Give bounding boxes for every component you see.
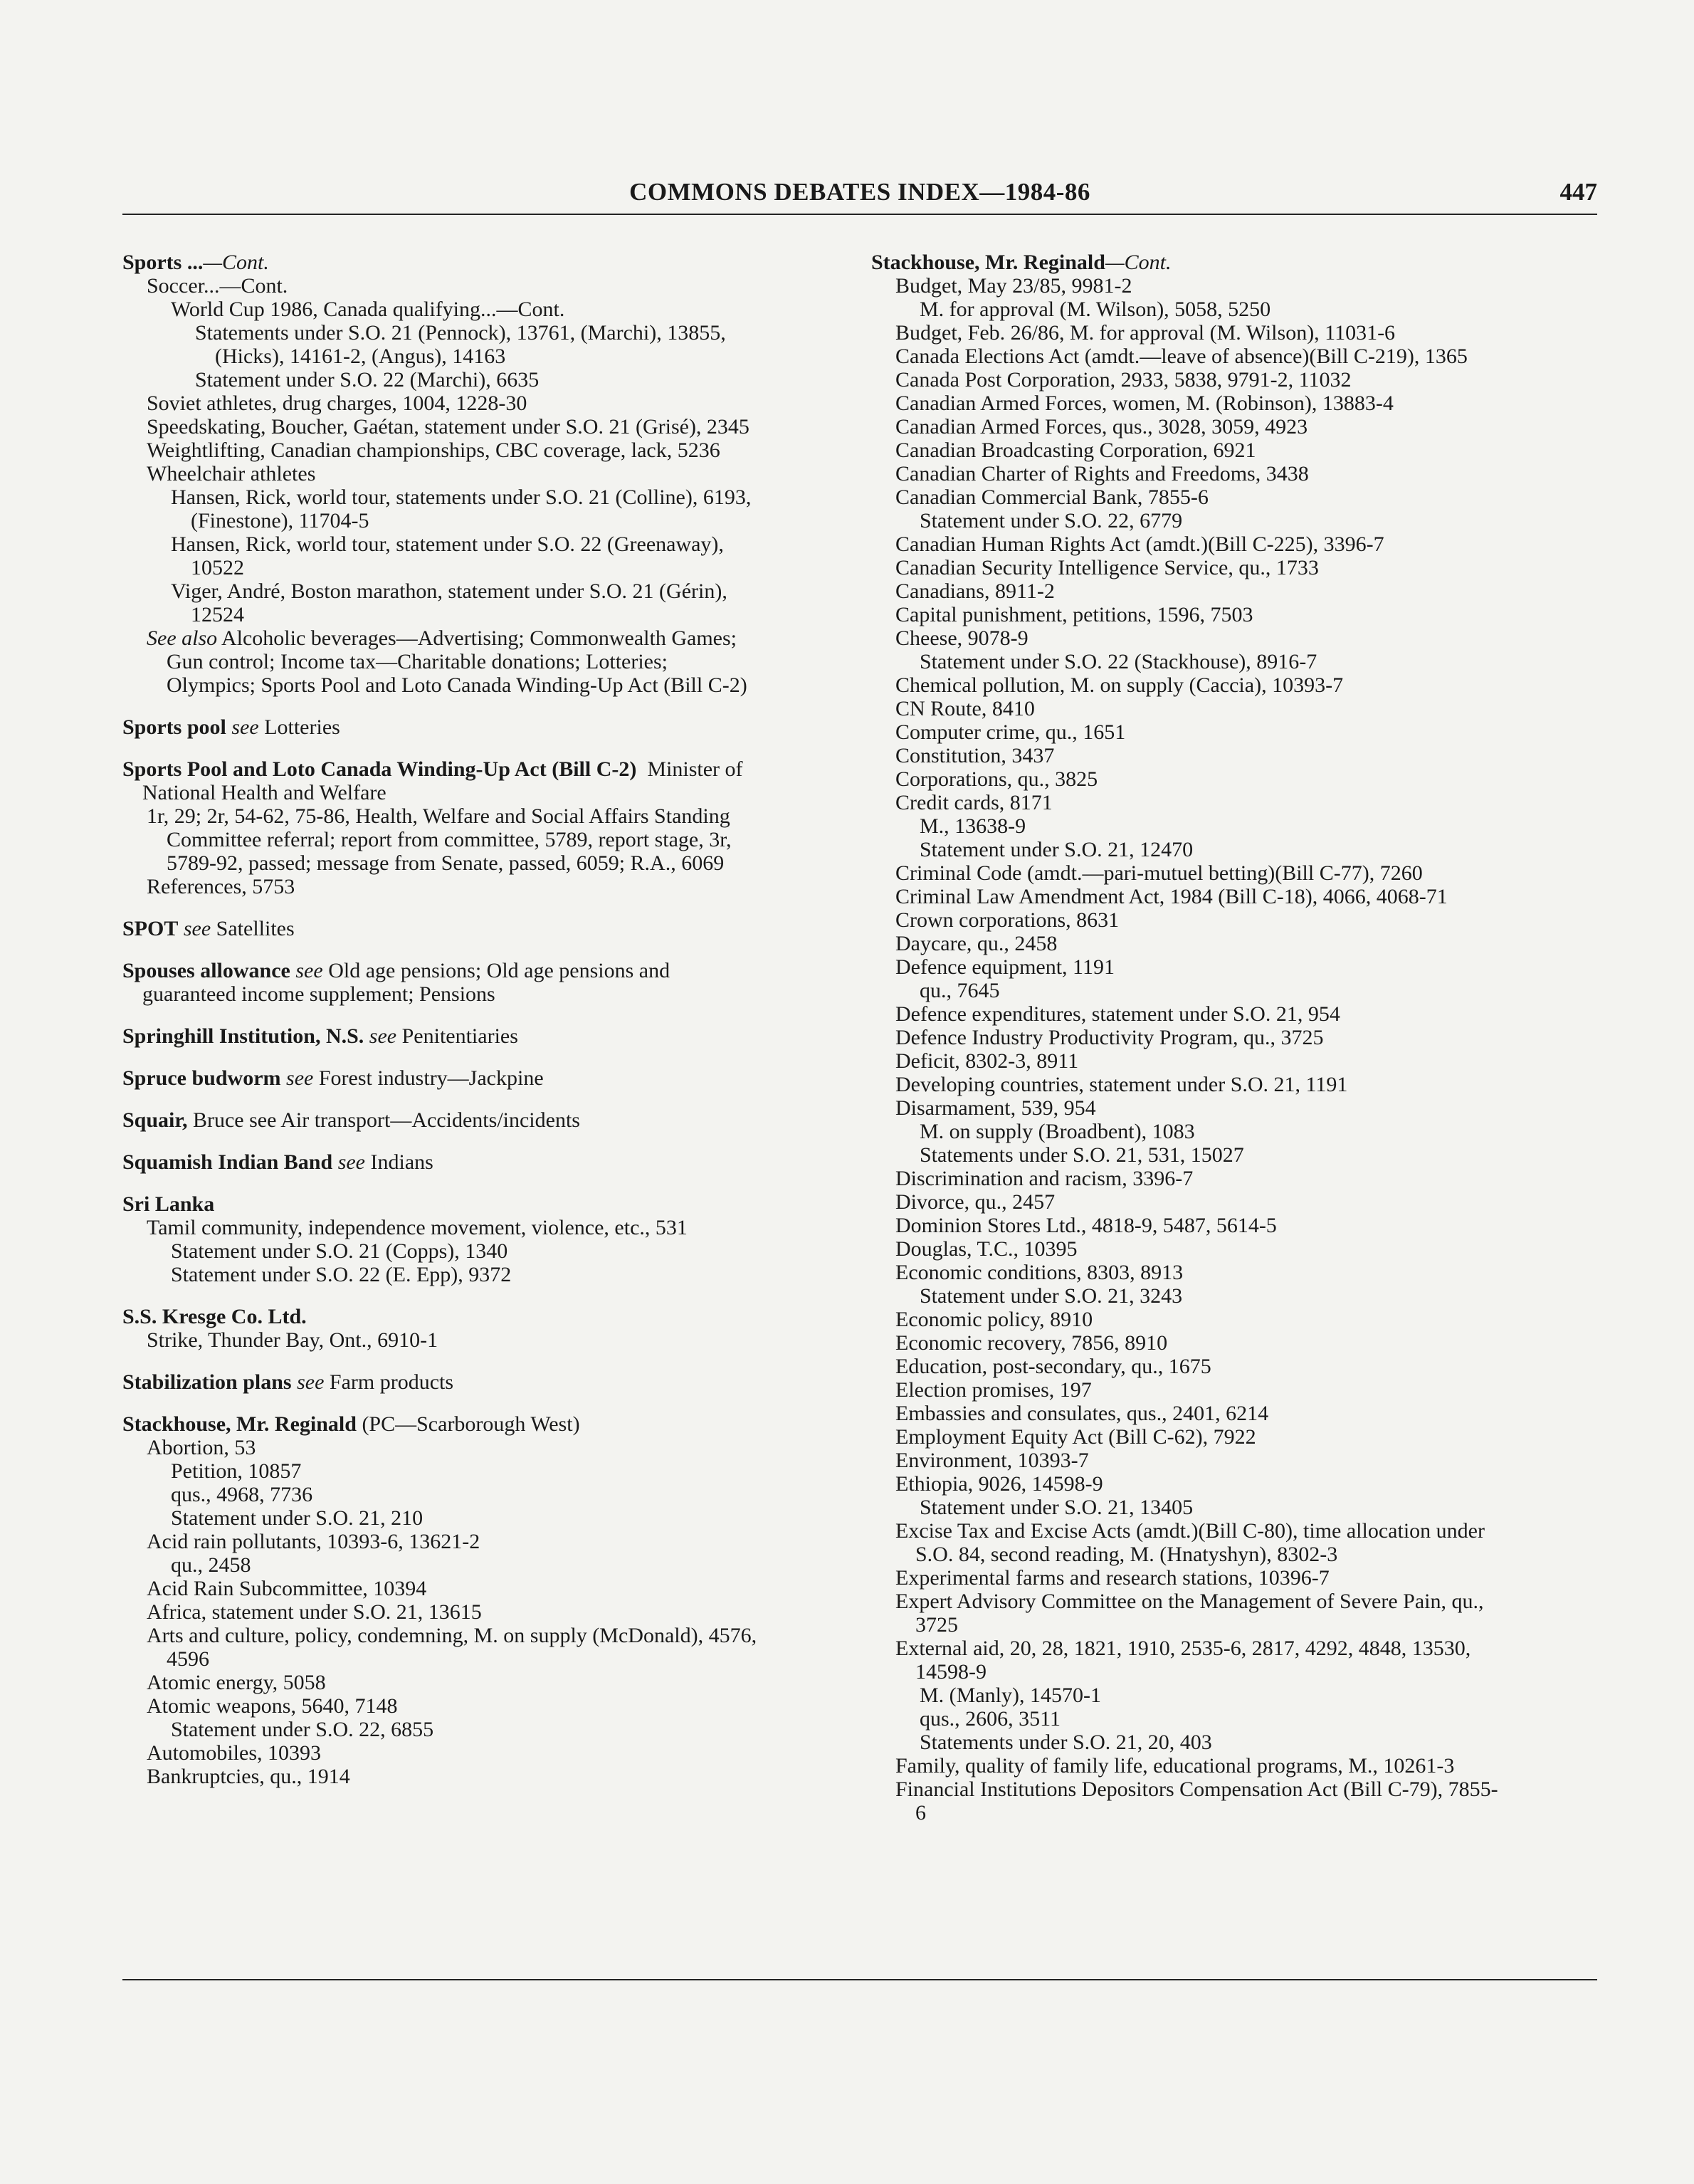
index-entry — [122, 1305, 759, 1328]
entry-text: Hansen, Rick, world tour, statement under S.O. 22 (Greenaway), 10522 — [171, 532, 724, 579]
index-entry — [122, 485, 759, 532]
entry-text: Experimental farms and research stations, 10396-7 — [895, 1566, 1330, 1590]
entry-text: CN Route, 8410 — [895, 697, 1035, 720]
entry-text: qus., 4968, 7736 — [171, 1483, 313, 1506]
entry-text: Penitentiaries — [396, 1024, 518, 1048]
entry-italic: see — [280, 1066, 314, 1090]
index-entry — [871, 626, 1508, 650]
index-entry — [871, 885, 1508, 908]
index-entry — [871, 1519, 1508, 1566]
index-entry — [871, 838, 1508, 861]
index-entry — [871, 1190, 1508, 1214]
entry-text: Expert Advisory Committee on the Management of Severe Pain, qu., 3725 — [895, 1590, 1484, 1637]
page-number: 447 — [1559, 178, 1597, 206]
index-entry — [122, 757, 759, 804]
entry-text: Statements under S.O. 21, 531, 15027 — [920, 1143, 1244, 1167]
index-entry — [122, 439, 759, 462]
index-entry — [122, 1671, 759, 1694]
index-entry — [871, 1731, 1508, 1754]
entry-text: Statement under S.O. 22 (E. Epp), 9372 — [171, 1263, 512, 1286]
entry-text: Statement under S.O. 21, 12470 — [920, 838, 1194, 861]
index-entry — [122, 1459, 759, 1483]
index-entry — [871, 603, 1508, 626]
entry-heading: Springhill Institution, N.S. — [122, 1024, 364, 1048]
entry-text: Excise Tax and Excise Acts (amdt.)(Bill C-80), time allocation under S.O. 84, second reading, M. (Hnatyshyn), 8302-3 — [895, 1519, 1485, 1566]
entry-text: Defence Industry Productivity Program, qu., 3725 — [895, 1026, 1324, 1049]
entry-text: Capital punishment, petitions, 1596, 7503 — [895, 603, 1253, 626]
index-entry — [871, 767, 1508, 791]
entry-text: Lotteries — [258, 715, 340, 739]
entry-text: Speedskating, Boucher, Gaétan, statement under S.O. 21 (Grisé), 2345 — [147, 415, 749, 439]
index-entry — [871, 579, 1508, 603]
entry-text: qu., 7645 — [920, 979, 1000, 1002]
entry-text: Canadian Security Intelligence Service, qu., 1733 — [895, 556, 1319, 579]
entry-text: Canadian Charter of Rights and Freedoms, 3438 — [895, 462, 1309, 485]
entry-text: Douglas, T.C., 10395 — [895, 1237, 1078, 1261]
index-entry — [122, 251, 759, 274]
entry-italic: see — [290, 959, 323, 982]
entry-text: Developing countries, statement under S.O. 21, 1191 — [895, 1073, 1348, 1096]
entry-text: Wheelchair athletes — [147, 462, 316, 485]
entry-text: Acid rain pollutants, 10393-6, 13621-2 — [147, 1530, 480, 1553]
index-entry — [122, 1263, 759, 1286]
entry-text: Chemical pollution, M. on supply (Caccia), 10393-7 — [895, 673, 1344, 697]
index-entry — [871, 932, 1508, 955]
index-entry — [122, 392, 759, 415]
entry-heading: Squamish Indian Band — [122, 1150, 333, 1174]
entry-text: 1r, 29; 2r, 54-62, 75-86, Health, Welfare and Social Affairs Standing Committee referral; report from committee, 5789, report stage, 3r, 5789-92, passed; message from Senate, passed, 6059; R.A., 6069 — [147, 804, 732, 875]
entry-text: Bankruptcies, qu., 1914 — [147, 1765, 350, 1788]
index-entry — [122, 1600, 759, 1624]
index-entry — [871, 556, 1508, 579]
index-entry — [122, 1328, 759, 1352]
index-entry — [871, 532, 1508, 556]
entry-italic: see — [364, 1024, 397, 1048]
entry-heading: Spouses allowance — [122, 959, 290, 982]
index-entry — [871, 1590, 1508, 1637]
entry-text: Africa, statement under S.O. 21, 13615 — [147, 1600, 482, 1624]
entry-text: Old age pensions; Old age pensions and guaranteed income supplement; Pensions — [142, 959, 670, 1006]
entry-heading: SPOT — [122, 917, 179, 940]
index-entry — [122, 532, 759, 579]
index-entry — [871, 1096, 1508, 1120]
entry-text: M., 13638-9 — [920, 814, 1026, 838]
entry-text: Ethiopia, 9026, 14598-9 — [895, 1472, 1103, 1496]
entry-text: Viger, André, Boston marathon, statement under S.O. 21 (Gérin), 12524 — [171, 579, 727, 626]
entry-text: Criminal Code (amdt.—pari-mutuel betting)(Bill C-77), 7260 — [895, 861, 1423, 885]
index-entry — [871, 1308, 1508, 1331]
index-entry — [871, 1214, 1508, 1237]
index-entry — [122, 1024, 759, 1048]
index-entry — [871, 462, 1508, 485]
index-entry — [871, 1073, 1508, 1096]
entry-text: Disarmament, 539, 954 — [895, 1096, 1096, 1120]
index-entry — [871, 744, 1508, 767]
index-entry — [871, 439, 1508, 462]
entry-text: Election promises, 197 — [895, 1378, 1092, 1402]
index-entry — [122, 804, 759, 875]
entry-text: Arts and culture, policy, condemning, M. on supply (McDonald), 4576, 4596 — [147, 1624, 757, 1671]
page-title: COMMONS DEBATES INDEX—1984-86 — [629, 178, 1090, 206]
entry-text: Deficit, 8302-3, 8911 — [895, 1049, 1079, 1073]
entry-heading: Sports pool — [122, 715, 226, 739]
entry-text: Cheese, 9078-9 — [895, 626, 1028, 650]
index-entry — [871, 1331, 1508, 1355]
index-entry — [122, 1741, 759, 1765]
entry-text: Budget, Feb. 26/86, M. for approval (M. Wilson), 11031-6 — [895, 321, 1396, 345]
entry-text: M. for approval (M. Wilson), 5058, 5250 — [920, 298, 1271, 321]
entry-text: Economic policy, 8910 — [895, 1308, 1093, 1331]
entry-text: Canadian Armed Forces, women, M. (Robinson), 13883-4 — [895, 392, 1394, 415]
index-entry — [122, 1506, 759, 1530]
entry-text: Canada Post Corporation, 2933, 5838, 9791-2, 11032 — [895, 368, 1352, 392]
entry-heading: Sports ... — [122, 251, 204, 274]
index-entry — [871, 1143, 1508, 1167]
entry-heading: Stabilization plans — [122, 1370, 292, 1394]
index-entry — [871, 345, 1508, 368]
index-entry — [871, 1425, 1508, 1449]
entry-text: Discrimination and racism, 3396-7 — [895, 1167, 1194, 1190]
entry-text: M. on supply (Broadbent), 1083 — [920, 1120, 1195, 1143]
entry-heading: Squair, — [122, 1108, 188, 1132]
index-entry — [871, 1707, 1508, 1731]
entry-text: Statements under S.O. 21 (Pennock), 13761, (Marchi), 13855, (Hicks), 14161-2, (Angus), 14163 — [195, 321, 726, 368]
entry-text: Indians — [365, 1150, 433, 1174]
index-entry — [871, 1778, 1508, 1825]
entry-italic: see — [291, 1370, 325, 1394]
index-entry — [122, 1108, 759, 1132]
index-entry — [871, 1120, 1508, 1143]
index-entry — [871, 485, 1508, 509]
index-entry — [871, 1026, 1508, 1049]
index-entry — [122, 1553, 759, 1577]
entry-text: Statement under S.O. 22 (Stackhouse), 8916-7 — [920, 650, 1317, 673]
entry-text: Credit cards, 8171 — [895, 791, 1053, 814]
index-entry — [871, 955, 1508, 979]
index-entry — [122, 321, 759, 368]
index-entry — [871, 251, 1508, 274]
entry-text: Dominion Stores Ltd., 4818-9, 5487, 5614-5 — [895, 1214, 1277, 1237]
left-column — [122, 251, 759, 1788]
index-entry — [122, 1694, 759, 1718]
index-entry — [871, 861, 1508, 885]
entry-heading: Stackhouse, Mr. Reginald — [871, 251, 1105, 274]
index-entry — [871, 1284, 1508, 1308]
entry-text: Weightlifting, Canadian championships, CBC coverage, lack, 5236 — [147, 439, 720, 462]
entry-text: Canadian Broadcasting Corporation, 6921 — [895, 439, 1256, 462]
index-entry — [122, 368, 759, 392]
entry-text: Hansen, Rick, world tour, statements under S.O. 21 (Colline), 6193, (Finestone), 11704-5 — [171, 485, 752, 532]
index-entry — [871, 1754, 1508, 1778]
entry-text: Atomic weapons, 5640, 7148 — [147, 1694, 398, 1718]
entry-text: References, 5753 — [147, 875, 295, 898]
entry-heading: Sports Pool and Loto Canada Winding-Up Act (Bill C-2) — [122, 757, 637, 781]
entry-text: Forest industry—Jackpine — [313, 1066, 544, 1090]
index-entry — [122, 1216, 759, 1239]
entry-text: Canadian Commercial Bank, 7855-6 — [895, 485, 1209, 509]
index-entry — [871, 673, 1508, 697]
entry-text: qu., 2458 — [171, 1553, 251, 1577]
entry-text: Acid Rain Subcommittee, 10394 — [147, 1577, 427, 1600]
entry-text: Defence expenditures, statement under S.O. 21, 954 — [895, 1002, 1340, 1026]
entry-italic: —Cont. — [203, 251, 269, 274]
entry-text: Automobiles, 10393 — [147, 1741, 321, 1765]
entry-italic: See also — [147, 626, 218, 650]
entry-text: Divorce, qu., 2457 — [895, 1190, 1056, 1214]
index-entry — [122, 1150, 759, 1174]
index-entry — [122, 1483, 759, 1506]
index-entry — [871, 321, 1508, 345]
entry-text: Embassies and consulates, qus., 2401, 6214 — [895, 1402, 1269, 1425]
entry-text: Economic recovery, 7856, 8910 — [895, 1331, 1168, 1355]
entry-heading: Stackhouse, Mr. Reginald — [122, 1412, 357, 1436]
entry-text: Alcoholic beverages—Advertising; Commonwealth Games; Gun control; Income tax—Charitable donations; Lotteries; Olympics; Sports Pool and Loto Canada Winding-Up Act (Bill C-2) — [167, 626, 747, 697]
index-entry — [871, 1566, 1508, 1590]
index-entry — [871, 1637, 1508, 1684]
header-rule — [122, 214, 1597, 215]
entry-heading: Sri Lanka — [122, 1192, 215, 1216]
index-entry — [122, 579, 759, 626]
entry-text: Crown corporations, 8631 — [895, 908, 1120, 932]
page-header — [122, 178, 1597, 215]
entry-text: Daycare, qu., 2458 — [895, 932, 1058, 955]
index-entry — [122, 875, 759, 898]
index-entry — [871, 1378, 1508, 1402]
index-entry — [122, 626, 759, 697]
entry-text: Tamil community, independence movement, violence, etc., 531 — [147, 1216, 688, 1239]
entry-text: Environment, 10393-7 — [895, 1449, 1089, 1472]
index-entry — [122, 1624, 759, 1671]
index-entry — [122, 462, 759, 485]
entry-text: Minister of National Health and Welfare — [142, 757, 743, 804]
index-entry — [122, 1436, 759, 1459]
entry-text: Economic conditions, 8303, 8913 — [895, 1261, 1184, 1284]
index-entry — [122, 274, 759, 298]
entry-italic: see — [226, 715, 259, 739]
index-entry — [122, 1530, 759, 1553]
index-entry — [871, 720, 1508, 744]
entry-text: Statement under S.O. 21 (Copps), 1340 — [171, 1239, 508, 1263]
entry-text: Canadian Human Rights Act (amdt.)(Bill C-225), 3396-7 — [895, 532, 1384, 556]
entry-italic: —Cont. — [1105, 251, 1172, 274]
index-entry — [122, 298, 759, 321]
index-entry — [122, 1718, 759, 1741]
entry-text: Education, post-secondary, qu., 1675 — [895, 1355, 1211, 1378]
index-entry — [122, 415, 759, 439]
entry-text: Petition, 10857 — [171, 1459, 302, 1483]
index-entry — [122, 1765, 759, 1788]
index-entry — [871, 415, 1508, 439]
entry-text: Canadian Armed Forces, qus., 3028, 3059, 4923 — [895, 415, 1308, 439]
entry-italic: see — [332, 1150, 365, 1174]
index-entry — [871, 979, 1508, 1002]
index-entry — [871, 1472, 1508, 1496]
index-entry — [871, 1684, 1508, 1707]
index-entry — [122, 1412, 759, 1436]
entry-text: Family, quality of family life, educational programs, M., 10261-3 — [895, 1754, 1455, 1778]
entry-text: World Cup 1986, Canada qualifying...—Cont. — [171, 298, 565, 321]
index-entry — [871, 697, 1508, 720]
entry-text: Strike, Thunder Bay, Ont., 6910-1 — [147, 1328, 438, 1352]
entry-text: External aid, 20, 28, 1821, 1910, 2535-6, 2817, 4292, 4848, 13530, 14598-9 — [895, 1637, 1471, 1684]
entry-italic: see — [178, 917, 211, 940]
entry-text: Employment Equity Act (Bill C-62), 7922 — [895, 1425, 1256, 1449]
entry-text: Statement under S.O. 22, 6855 — [171, 1718, 434, 1741]
index-entry — [871, 1355, 1508, 1378]
index-entry — [871, 298, 1508, 321]
entry-text: Statement under S.O. 22 (Marchi), 6635 — [195, 368, 540, 392]
index-entry — [871, 509, 1508, 532]
index-entry — [871, 392, 1508, 415]
index-entry — [871, 1237, 1508, 1261]
index-entry — [122, 1239, 759, 1263]
index-entry — [122, 917, 759, 940]
entry-text: Canada Elections Act (amdt.—leave of absence)(Bill C-219), 1365 — [895, 345, 1468, 368]
entry-text: Bruce see Air transport—Accidents/incidents — [187, 1108, 580, 1132]
entry-text: M. (Manly), 14570-1 — [920, 1684, 1101, 1707]
index-entry — [871, 1167, 1508, 1190]
entry-text: Criminal Law Amendment Act, 1984 (Bill C-18), 4066, 4068-71 — [895, 885, 1448, 908]
index-entry — [122, 1192, 759, 1216]
index-entry — [871, 1449, 1508, 1472]
index-entry — [122, 959, 759, 1006]
index-entry — [871, 274, 1508, 298]
entry-text: Computer crime, qu., 1651 — [895, 720, 1126, 744]
entry-text: Farm products — [324, 1370, 454, 1394]
entry-text: Atomic energy, 5058 — [147, 1671, 326, 1694]
index-entry — [871, 791, 1508, 814]
entry-text: Soviet athletes, drug charges, 1004, 1228-30 — [147, 392, 527, 415]
entry-text: Statement under S.O. 22, 6779 — [920, 509, 1183, 532]
footer-rule — [122, 1979, 1597, 1980]
entry-heading: Spruce budworm — [122, 1066, 281, 1090]
index-entry — [871, 1049, 1508, 1073]
index-entry — [122, 1370, 759, 1394]
index-entry — [871, 368, 1508, 392]
index-entry — [871, 1002, 1508, 1026]
entry-text: Corporations, qu., 3825 — [895, 767, 1098, 791]
index-entry — [871, 1496, 1508, 1519]
index-entry — [871, 1261, 1508, 1284]
entry-heading: S.S. Kresge Co. Ltd. — [122, 1305, 307, 1328]
entry-text: Satellites — [211, 917, 295, 940]
entry-text: Statement under S.O. 21, 3243 — [920, 1284, 1183, 1308]
entry-text: qus., 2606, 3511 — [920, 1707, 1061, 1731]
index-entry — [871, 814, 1508, 838]
entry-text: Statements under S.O. 21, 20, 403 — [920, 1731, 1212, 1754]
entry-text: (PC—Scarborough West) — [356, 1412, 580, 1436]
right-column — [871, 251, 1508, 1825]
entry-text: Abortion, 53 — [147, 1436, 256, 1459]
index-entry — [122, 1066, 759, 1090]
index-entry — [122, 715, 759, 739]
entry-text: Statement under S.O. 21, 13405 — [920, 1496, 1194, 1519]
index-entry — [871, 650, 1508, 673]
entry-text: Soccer...—Cont. — [147, 274, 288, 298]
entry-text: Canadians, 8911-2 — [895, 579, 1055, 603]
index-entry — [871, 1402, 1508, 1425]
entry-text: Financial Institutions Depositors Compensation Act (Bill C-79), 7855-6 — [895, 1778, 1498, 1825]
index-entry — [122, 1577, 759, 1600]
entry-text: Constitution, 3437 — [895, 744, 1055, 767]
entry-text: Statement under S.O. 21, 210 — [171, 1506, 424, 1530]
entry-text: Defence equipment, 1191 — [895, 955, 1115, 979]
index-entry — [871, 908, 1508, 932]
entry-text: Budget, May 23/85, 9981-2 — [895, 274, 1132, 298]
